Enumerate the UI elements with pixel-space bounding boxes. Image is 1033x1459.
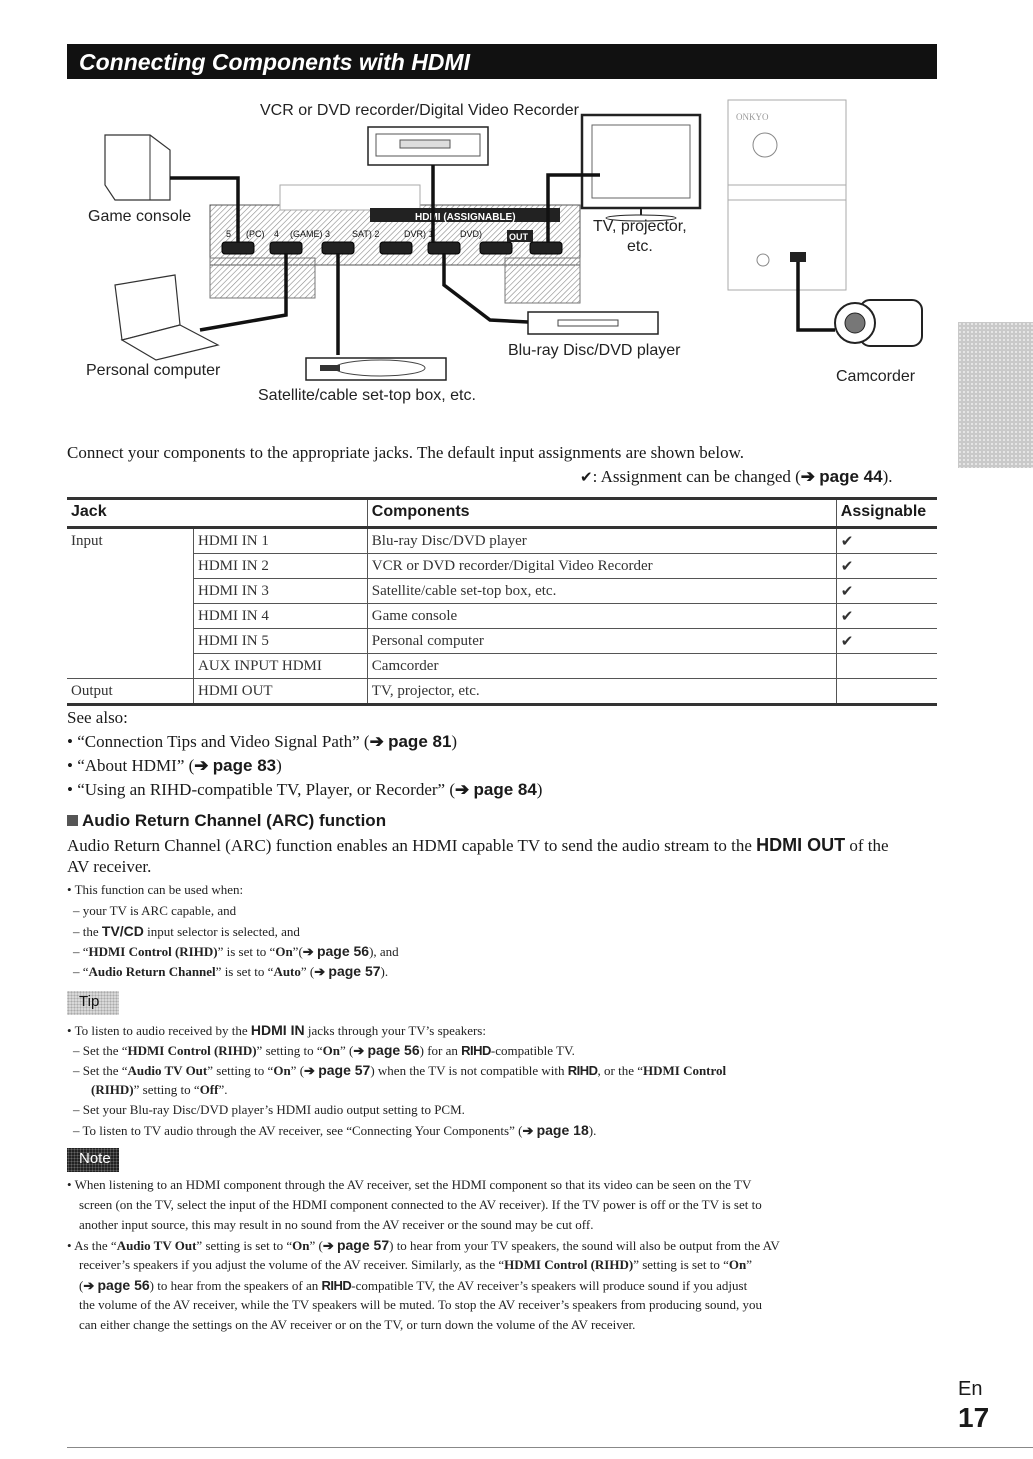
receiver-front-panel bbox=[728, 100, 846, 290]
header-assignable: Assignable bbox=[836, 499, 937, 528]
svg-text:4: 4 bbox=[274, 229, 280, 239]
see-also-item: • “Using an RIHD-compatible TV, Player, or Recorder” (➔ page 84) bbox=[67, 780, 543, 799]
page-83-link[interactable]: page 83 bbox=[212, 756, 277, 775]
note-line: screen (on the TV, select the input of the HDMI component connected to the AV receiver). If the TV power is off or the TV is set to bbox=[79, 1197, 762, 1212]
tip-badge: Tip bbox=[67, 991, 119, 1015]
page-language: En bbox=[958, 1378, 983, 1400]
section-title-bar bbox=[67, 44, 937, 79]
note-line: • As the “Audio TV Out” setting is set to “On” (➔ page 57) to hear from your TV speakers, the sound will also be output from the AV bbox=[67, 1237, 780, 1253]
note-line: can either change the settings on the AV receiver or on the TV, or turn down the volume of the AV receiver. bbox=[79, 1317, 636, 1332]
arc-body-end: AV receiver. bbox=[67, 857, 152, 876]
satellite-box-device bbox=[306, 358, 446, 380]
arc-condition: – your TV is ARC capable, and bbox=[73, 903, 237, 918]
note-line: • When listening to an HDMI component through the AV receiver, set the HDMI component so that its video can be seen on the TV bbox=[67, 1177, 752, 1192]
see-also-item: • “About HDMI” (➔ page 83) bbox=[67, 756, 282, 775]
brand-logo: ONKYO bbox=[736, 112, 769, 122]
page-57-link[interactable]: page 57 bbox=[318, 1062, 371, 1078]
arc-conditions-intro: • This function can be used when: bbox=[67, 882, 244, 897]
camcorder-label: Camcorder bbox=[836, 368, 916, 385]
satellite-label: Satellite/cable set-top box, etc. bbox=[258, 387, 476, 404]
see-also-item: • “Connection Tips and Video Signal Path” (➔ page 81) bbox=[67, 732, 458, 751]
arc-condition: – “Audio Return Channel” is set to “Auto” (➔ page 57). bbox=[73, 963, 389, 979]
side-section-tab bbox=[958, 322, 1033, 468]
tip-line: – Set the “HDMI Control (RIHD)” setting to “On” (➔ page 56) for an RIHD-compatible TV. bbox=[73, 1042, 575, 1058]
arc-condition: – the TV/CD input selector is selected, and bbox=[73, 923, 300, 939]
note-line: another input source, this may result in no sound from the AV receiver or the sound may be cut off. bbox=[79, 1217, 594, 1232]
header-components: Components bbox=[367, 499, 836, 528]
pc-label: Personal computer bbox=[86, 362, 221, 379]
tv-label-line1: TV, projector, bbox=[593, 218, 687, 235]
page-56-link[interactable]: page 56 bbox=[316, 943, 370, 959]
arc-body: Audio Return Channel (ARC) function enables an HDMI capable TV to send the audio stream to the HDMI OUT of the bbox=[67, 835, 889, 855]
page-84-link[interactable]: page 84 bbox=[473, 780, 537, 799]
table-row: HDMI IN 2 VCR or DVD recorder/Digital Video Recorder ✔ bbox=[67, 554, 937, 579]
assignment-note: ✔: Assignment can be changed (➔ page 44). bbox=[580, 467, 893, 486]
laptop-device bbox=[115, 275, 218, 360]
svg-text:DVR) 1: DVR) 1 bbox=[404, 229, 434, 239]
page-56-link[interactable]: page 56 bbox=[97, 1277, 150, 1293]
receiver-rear-panel bbox=[210, 185, 580, 303]
note-badge: Note bbox=[67, 1148, 119, 1172]
rihd-logo: RIHD bbox=[567, 1063, 598, 1078]
vcr-label: VCR or DVD recorder/Digital Video Recorder bbox=[260, 102, 579, 119]
square-bullet-icon bbox=[67, 815, 78, 826]
page-44-link[interactable]: page 44 bbox=[819, 467, 883, 486]
bluray-label: Blu-ray Disc/DVD player bbox=[508, 342, 681, 359]
assignable-check: ✔ bbox=[836, 579, 937, 604]
arc-heading: Audio Return Channel (ARC) function bbox=[67, 811, 386, 831]
jack-assignment-table bbox=[67, 497, 937, 706]
rihd-logo: RIHD bbox=[321, 1278, 352, 1293]
assignable-check: ✔ bbox=[836, 528, 937, 554]
table-row: Input HDMI IN 1 Blu-ray Disc/DVD player ✔ bbox=[67, 528, 937, 554]
page-57-link[interactable]: page 57 bbox=[336, 1237, 390, 1253]
game-console-device bbox=[105, 135, 170, 200]
camcorder-device bbox=[835, 300, 922, 346]
game-console-label: Game console bbox=[88, 208, 192, 225]
tip-line: – Set your Blu-ray Disc/DVD player’s HDMI audio output setting to PCM. bbox=[73, 1102, 465, 1117]
tip-line: • To listen to audio received by the HDMI IN jacks through your TV’s speakers: bbox=[67, 1022, 486, 1038]
page-56-link[interactable]: page 56 bbox=[367, 1042, 420, 1058]
checkmark-icon: ✔ bbox=[580, 468, 593, 486]
table-row: HDMI IN 4 Game console ✔ bbox=[67, 604, 937, 629]
svg-text:OUT: OUT bbox=[509, 232, 528, 242]
page-number: 17 bbox=[958, 1402, 990, 1433]
tv-device bbox=[582, 115, 700, 221]
note-line: the volume of the AV receiver, while the TV speakers will be muted. To stop the AV receiver’s speakers from producing sound, you bbox=[79, 1297, 762, 1312]
header-jack: Jack bbox=[67, 499, 367, 528]
table-row: AUX INPUT HDMI Camcorder bbox=[67, 654, 937, 679]
table-header-row bbox=[67, 499, 937, 528]
page-57-link[interactable]: page 57 bbox=[328, 963, 381, 979]
intro-text: Connect your components to the appropriate jacks. The default input assignments are shown below. bbox=[67, 443, 745, 462]
assignable-check: ✔ bbox=[836, 604, 937, 629]
tip-line: (RIHD)” setting to “Off”. bbox=[91, 1082, 228, 1097]
table-row: HDMI IN 5 Personal computer ✔ bbox=[67, 629, 937, 654]
tip-line: – To listen to TV audio through the AV receiver, see “Connecting Your Components” (➔ page 18). bbox=[73, 1122, 597, 1138]
svg-text:(GAME) 3: (GAME) 3 bbox=[290, 229, 331, 239]
arc-condition: – “HDMI Control (RIHD)” is set to “On”(➔ page 56), and bbox=[73, 943, 399, 959]
bluray-device bbox=[528, 312, 658, 334]
svg-text:DVD): DVD) bbox=[460, 229, 482, 239]
vcr-device bbox=[368, 127, 488, 165]
panel-hdmi-label: HDMI (ASSIGNABLE) bbox=[415, 212, 516, 223]
note-line: (➔ page 56) to hear from the speakers of an RIHD-compatible TV, the AV receiver’s speakers will produce sound if you adjust bbox=[79, 1277, 748, 1293]
svg-text:5: 5 bbox=[226, 229, 232, 239]
section-title: Connecting Components with HDMI bbox=[79, 49, 470, 75]
svg-text:(PC): (PC) bbox=[246, 229, 265, 239]
page-81-link[interactable]: page 81 bbox=[388, 732, 452, 751]
see-also-label: See also: bbox=[67, 708, 128, 727]
table-row: HDMI IN 3 Satellite/cable set-top box, etc. ✔ bbox=[67, 579, 937, 604]
svg-text:SAT) 2: SAT) 2 bbox=[352, 229, 380, 239]
hdmi-connection-diagram bbox=[60, 90, 950, 420]
assignable-check: ✔ bbox=[836, 629, 937, 654]
page-18-link[interactable]: page 18 bbox=[536, 1122, 589, 1138]
tv-label-line2: etc. bbox=[627, 238, 653, 255]
bottom-divider bbox=[67, 1447, 1033, 1448]
tip-line: – Set the “Audio TV Out” setting to “On” (➔ page 57) when the TV is not compatible with RIHD, or the “HDMI Control bbox=[73, 1062, 727, 1078]
rihd-logo: RIHD bbox=[461, 1043, 491, 1058]
table-row: Output HDMI OUT TV, projector, etc. bbox=[67, 679, 937, 705]
assignable-check: ✔ bbox=[836, 554, 937, 579]
note-line: receiver’s speakers if you adjust the volume of the AV receiver. Similarly, as the “HDMI Control (RIHD)” setting is set to “On” bbox=[79, 1257, 752, 1272]
